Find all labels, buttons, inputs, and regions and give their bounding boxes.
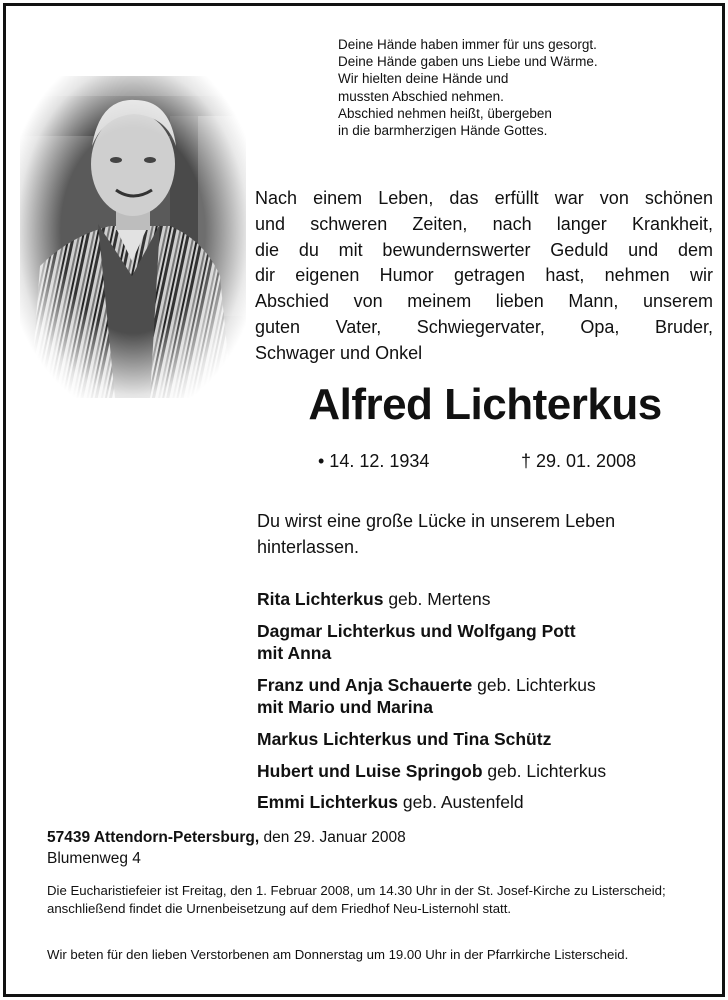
- mourner-children: mit Mario und Marina: [257, 697, 433, 718]
- poem-line: Deine Hände haben immer für uns gesorgt.: [338, 37, 597, 52]
- mourner-entry: [257, 791, 717, 814]
- mourner-name: Rita Lichterkus: [257, 589, 384, 609]
- mourner-entry: [257, 760, 717, 783]
- intro-text: [255, 186, 713, 367]
- poem-line: Wir hielten deine Hände und: [338, 71, 509, 87]
- notice-date: den 29. Januar 2008: [263, 829, 406, 846]
- farewell-line: Du wirst eine große Lücke in unserem Leben: [257, 511, 616, 531]
- poem: [338, 36, 718, 139]
- mourner-maiden-name: geb. Mertens: [388, 589, 491, 609]
- mourner-name: Emmi Lichterkus: [257, 792, 399, 813]
- intro-line: Schwager und Onkel: [255, 342, 423, 363]
- mourner-maiden-name: geb. Lichterkus: [477, 674, 596, 695]
- mourner-entry: [257, 620, 717, 665]
- mourners-list: [257, 588, 717, 823]
- address-block: [47, 828, 697, 869]
- prayer-notice: Wir beten für den lieben Verstorbenen am Donnerstag um 19.00 Uhr in der Pfarrkirche Listerscheid.: [47, 947, 629, 962]
- mass-notice: Die Eucharistiefeier ist Freitag, den 1. Februar 2008, um 14.30 Uhr in der St. Josef-Kirche zu Listerscheid; anschließend findet die Urnenbeisetzung auf dem Friedhof Neu-Listernohl statt.: [47, 883, 666, 916]
- mourner-entry: [257, 588, 717, 611]
- farewell-text: [257, 509, 697, 561]
- portrait-photo: [20, 76, 246, 398]
- intro-line: Nach einem Leben, das erfüllt war von schönen: [255, 188, 713, 208]
- poem-line: in die barmherzigen Hände Gottes.: [338, 123, 548, 139]
- mourner-children: mit Anna: [257, 643, 332, 664]
- mourner-maiden-name: geb. Lichterkus: [487, 760, 607, 781]
- mourner-name: Hubert und Luise Springob: [257, 760, 483, 781]
- obituary-notice: [3, 3, 725, 997]
- mourner-maiden-name: geb. Austenfeld: [402, 792, 524, 813]
- poem-line: Deine Hände gaben uns Liebe und Wärme.: [338, 54, 598, 70]
- intro-line: dir eigenen Humor getragen hast, nehmen wir: [255, 265, 713, 286]
- poem-line: mussten Abschied nehmen.: [338, 88, 504, 104]
- poem-line: Abschied nehmen heißt, übergeben: [338, 105, 552, 121]
- death-date: † 29. 01. 2008: [521, 451, 637, 471]
- mourner-entry: [257, 674, 717, 719]
- mourner-name: Dagmar Lichterkus und Wolfgang Pott: [257, 620, 576, 641]
- mourner-name: Franz und Anja Schauerte: [257, 674, 473, 695]
- intro-line: guten Vater, Schwiegervater, Opa, Bruder,: [255, 316, 713, 337]
- intro-line: Abschied von meinem lieben Mann, unserem: [255, 291, 713, 312]
- street-address: Blumenweg 4: [47, 849, 141, 867]
- intro-line: und schweren Zeiten, nach langer Krankheit,: [255, 213, 713, 234]
- birth-date: • 14. 12. 1934: [318, 451, 430, 471]
- mourner-entry: [257, 728, 717, 751]
- mourner-name: Markus Lichterkus und Tina Schütz: [257, 728, 552, 749]
- deceased-name: Alfred Lichterkus: [308, 380, 662, 429]
- place-name: 57439 Attendorn-Petersburg,: [47, 829, 260, 846]
- intro-line: die du mit bewundernswerter Geduld und dem: [255, 239, 713, 260]
- farewell-line: hinterlassen.: [257, 536, 360, 557]
